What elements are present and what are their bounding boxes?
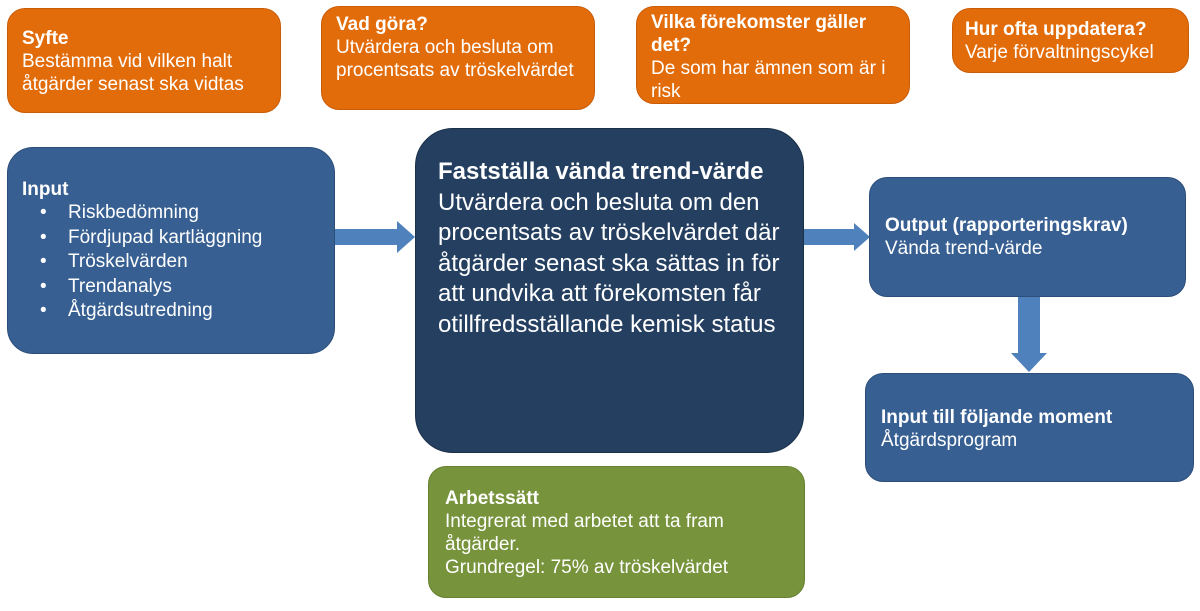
output-box	[869, 177, 1186, 297]
arrow-right-icon	[804, 223, 871, 251]
input-title: Input	[22, 179, 69, 200]
input-item: • Trendanalys	[22, 275, 320, 300]
arbetssatt-text: Integrerat med arbetet att ta fram åtgärder.	[445, 511, 724, 555]
syfte-text: Bestämma vid vilken halt åtgärder senast ska vidtas	[22, 51, 244, 95]
syfte-title: Syfte	[22, 28, 69, 49]
input-item: • Åtgärdsutredning	[22, 299, 320, 324]
vad-gora-title: Vad göra?	[336, 14, 428, 35]
vilka-text: De som har ämnen som är i risk	[651, 58, 886, 102]
center-text: Utvärdera och besluta om den procentsats av tröskelvärdet där åtgärder senast ska sättas in för att undvika att förekomsten får otillfredsställande kemisk status	[438, 188, 780, 338]
vad-gora-text: Utvärdera och besluta om procentsats av tröskelvärdet	[336, 37, 574, 81]
vilka-title: Vilka förekomster gäller det?	[651, 12, 867, 56]
syfte-box	[7, 8, 281, 113]
output-text: Vända trend-värde	[885, 238, 1043, 259]
input-item: • Tröskelvärden	[22, 250, 320, 275]
output-title: Output (rapporteringskrav)	[885, 215, 1128, 236]
input-list	[22, 201, 320, 324]
vilka-box	[636, 6, 910, 104]
arbetssatt-box	[428, 466, 805, 598]
input-item: • Fördjupad kartläggning	[22, 226, 320, 251]
arrow-down-icon	[1010, 297, 1048, 373]
input-box	[7, 147, 335, 354]
next-step-text: Åtgärdsprogram	[881, 430, 1018, 451]
hur-ofta-text: Varje förvaltningscykel	[965, 42, 1154, 63]
center-title: Fastställa vända trend-värde	[438, 158, 764, 185]
vad-gora-box	[321, 6, 595, 110]
next-step-title: Input till följande moment	[881, 407, 1113, 428]
input-item: • Riskbedömning	[22, 201, 320, 226]
next-step-box	[865, 373, 1194, 482]
hur-ofta-title: Hur ofta uppdatera?	[965, 19, 1147, 40]
center-box	[415, 128, 804, 453]
hur-ofta-box	[952, 8, 1189, 73]
arbetssatt-title: Arbetssätt	[445, 488, 539, 509]
arbetssatt-rule: Grundregel: 75% av tröskelvärdet	[445, 557, 729, 578]
arrow-right-icon	[335, 221, 417, 253]
